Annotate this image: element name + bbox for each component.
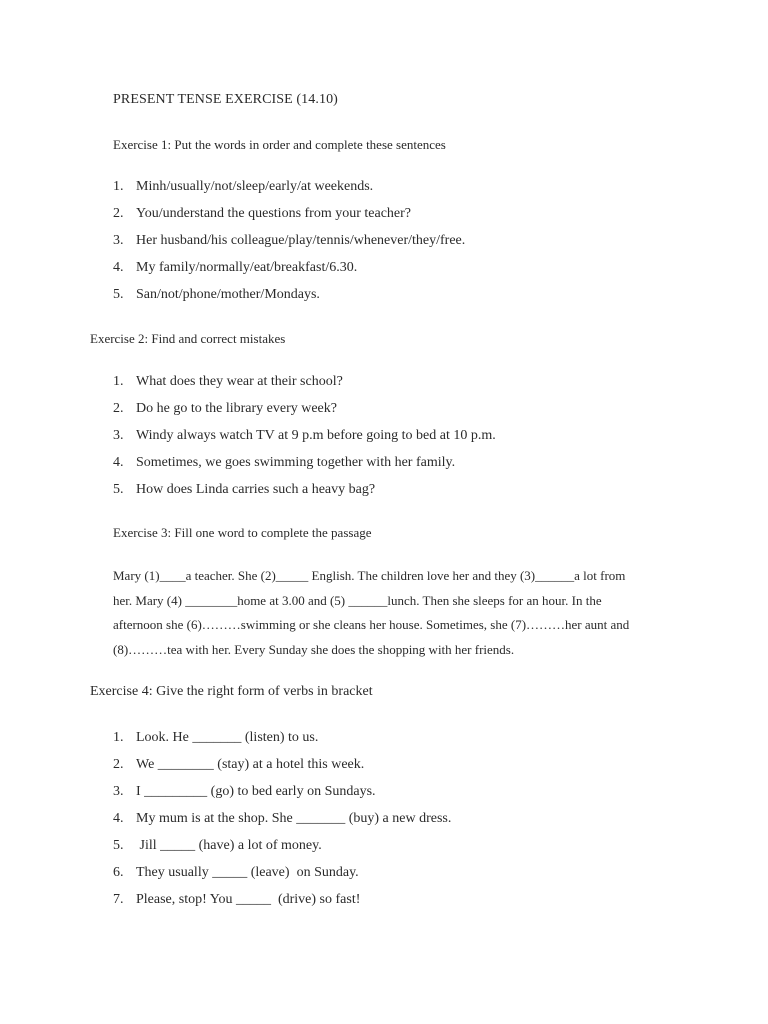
exercise-3-heading: Exercise 3: Fill one word to complete the passage [113, 525, 372, 540]
exercise-3-passage [113, 567, 683, 665]
passage-line: (8)………tea with her. Every Sunday she does the shopping with her friends. [113, 641, 515, 657]
passage-line: Mary (1)____a teacher. She (2)_____ English. The children love her and they (3)______a lot from [113, 568, 626, 583]
exercise-4-heading: Exercise 4: Give the right form of verbs in bracket [90, 684, 373, 699]
exercise-1-heading: Exercise 1: Put the words in order and complete these sentences [113, 137, 446, 152]
exercise-2-heading: Exercise 2: Find and correct mistakes [90, 331, 286, 346]
page-title: PRESENT TENSE EXERCISE (14.10) [113, 92, 338, 107]
passage-line: her. Mary (4) ________home at 3.00 and (5) ______lunch. Then she sleeps for an hour. In the [113, 592, 602, 608]
worksheet-page: PRESENT TENSE EXERCISE (14.10) Exercise 1: Put the words in order and complete these sentences 1. Minh/usually/not/sleep/early/at weekends. 2. You/understand the questions from your teacher? 3. Her husband/his colleague/play/tennis/whenever/they/free. 4. My family/normally/eat/breakfast/6.30. 5. San/not/phone/mother/Mondays. Exercise 2: Find and correct mistakes 1. What does they wear at their school? 2. Do he go to the library every week? 3. Windy always watch TV at 9 p.m before going to bed at 10 p.m. 4. Sometimes, we goes swimming together with her family. 5. How does Linda carries such a heavy bag? Exercise 3: Fill one word to complete the passage Mary (1)____a teacher. She (2)_____ English. The children love her and they (3)______a lot from her. Mary (4) ________home at 3.00 and (5) ______lunch. Then she sleeps for an hour. In the afternoon she (6)………swimming or she cleans her house. Sometimes, she (7)………her aunt and (8)………tea with her. Every Sunday she does the shopping with her friends. Exercise 4: Give the right form of verbs in bracket 1. Look. He _______ (listen) to us. 2. We ________ (stay) at a hotel this week. 3. I _________ (go) to bed early on Sundays. 4. My mum is at the shop. She _______ (buy) a new dress. 5. Jill _____ (have) a lot of money. 6. They usually _____ (leave) on Sunday. 7. Please, stop! You _____ (drive) so fast! [0, 0, 768, 1024]
passage-line: afternoon she (6)………swimming or she cleans her house. Sometimes, she (7)………her aunt and [113, 617, 630, 632]
